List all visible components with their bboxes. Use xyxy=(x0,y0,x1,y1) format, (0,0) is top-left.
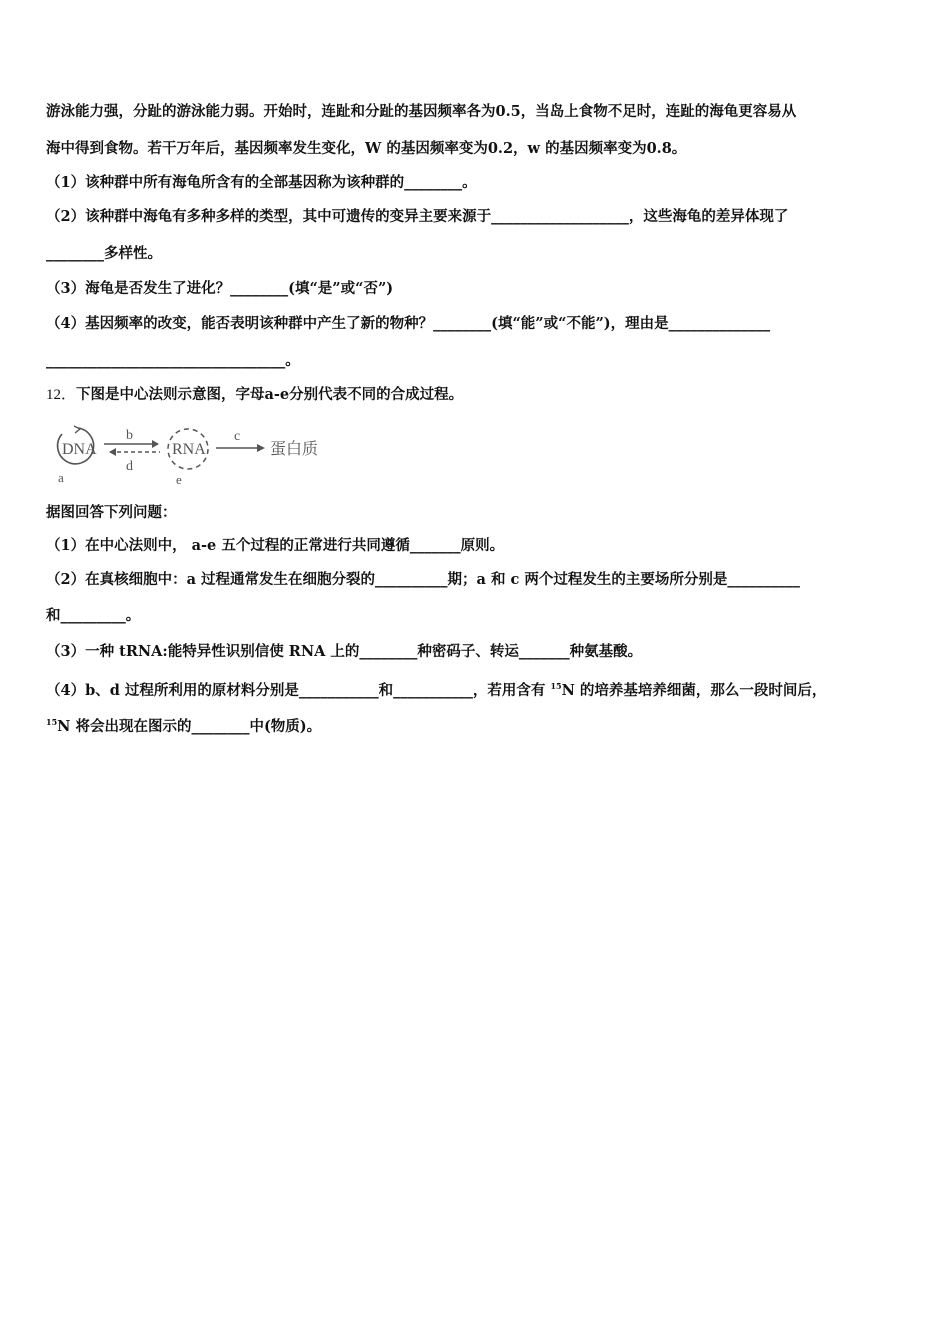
dna-label: DNA xyxy=(62,441,97,458)
q11-sub2-line1: （2）该种群中海龟有多种多样的类型，其中可遗传的变异主要来源于___________________，这些海龟的差异体现了 xyxy=(46,208,789,225)
arrowhead-b xyxy=(152,440,159,448)
question-number: 12． xyxy=(46,387,77,403)
arrowhead-c xyxy=(257,444,265,452)
q11-sub1: （1）该种群中所有海龟所含有的全部基因称为该种群的________。 xyxy=(46,174,477,191)
q12-title: 下图是中心法则示意图，字母a-e分别代表不同的合成过程。 xyxy=(76,386,464,403)
label-c: c xyxy=(234,429,241,444)
q12-sub4-line2-text: N 将会出现在图示的________中(物质)。 xyxy=(57,717,322,735)
central-dogma-diagram xyxy=(48,412,348,492)
q12-sub3: （3）一种 tRNA:能特异性识别信使 RNA 上的________种密码子、转运_______种氨基酸。 xyxy=(46,643,643,660)
label-a: a xyxy=(58,470,64,485)
arrowhead-d xyxy=(109,448,116,456)
q12-sub4-part-b: N 的培养基培养细菌，那么一段时间后， xyxy=(561,681,827,699)
q12-sub4-part-a: （4）b、d 过程所利用的原材料分别是___________和___________，若用含有 xyxy=(46,681,551,699)
label-e: e xyxy=(176,472,182,487)
isotope-superscript: 15 xyxy=(46,717,58,727)
q11-sub4-line2: _________________________________。 xyxy=(46,352,300,369)
q12-sub1: （1）在中心法则中， a-e 五个过程的正常进行共同遵循_______原则。 xyxy=(46,537,505,554)
q11-sub4-line1: （4）基因频率的改变，能否表明该种群中产生了新的物种？________(填“能”或“不能”)，理由是______________ xyxy=(46,315,771,332)
q12-prompt: 据图回答下列问题： xyxy=(46,504,177,521)
q11-sub3: （3）海龟是否发生了进化？________(填“是”或“否”) xyxy=(46,280,394,297)
q11-intro-line2: 海中得到食物。若干万年后，基因频率发生变化，W 的基因频率变为0.2，w 的基因频率变为0.8。 xyxy=(46,140,687,157)
q12-sub4-line1 xyxy=(46,676,826,701)
label-d: d xyxy=(126,459,133,474)
label-b: b xyxy=(126,428,133,443)
q12-sub2-line1: （2）在真核细胞中：a 过程通常发生在细胞分裂的__________期；a 和 c 两个过程发生的主要场所分别是__________ xyxy=(46,571,800,588)
arrowhead-a xyxy=(74,426,80,433)
isotope-superscript: 15 xyxy=(550,681,562,691)
q12-sub2-line2: 和_________。 xyxy=(46,607,141,624)
q11-intro-line1: 游泳能力强，分趾的游泳能力弱。开始时，连趾和分趾的基因频率各为0.5，当岛上食物不足时，连趾的海龟更容易从 xyxy=(46,103,797,120)
q12-title-line xyxy=(46,385,463,405)
protein-label: 蛋白质 xyxy=(270,441,319,458)
q12-sub4-line2 xyxy=(46,712,321,737)
q11-sub2-line2: ________多样性。 xyxy=(46,245,162,262)
rna-label: RNA xyxy=(172,441,206,458)
